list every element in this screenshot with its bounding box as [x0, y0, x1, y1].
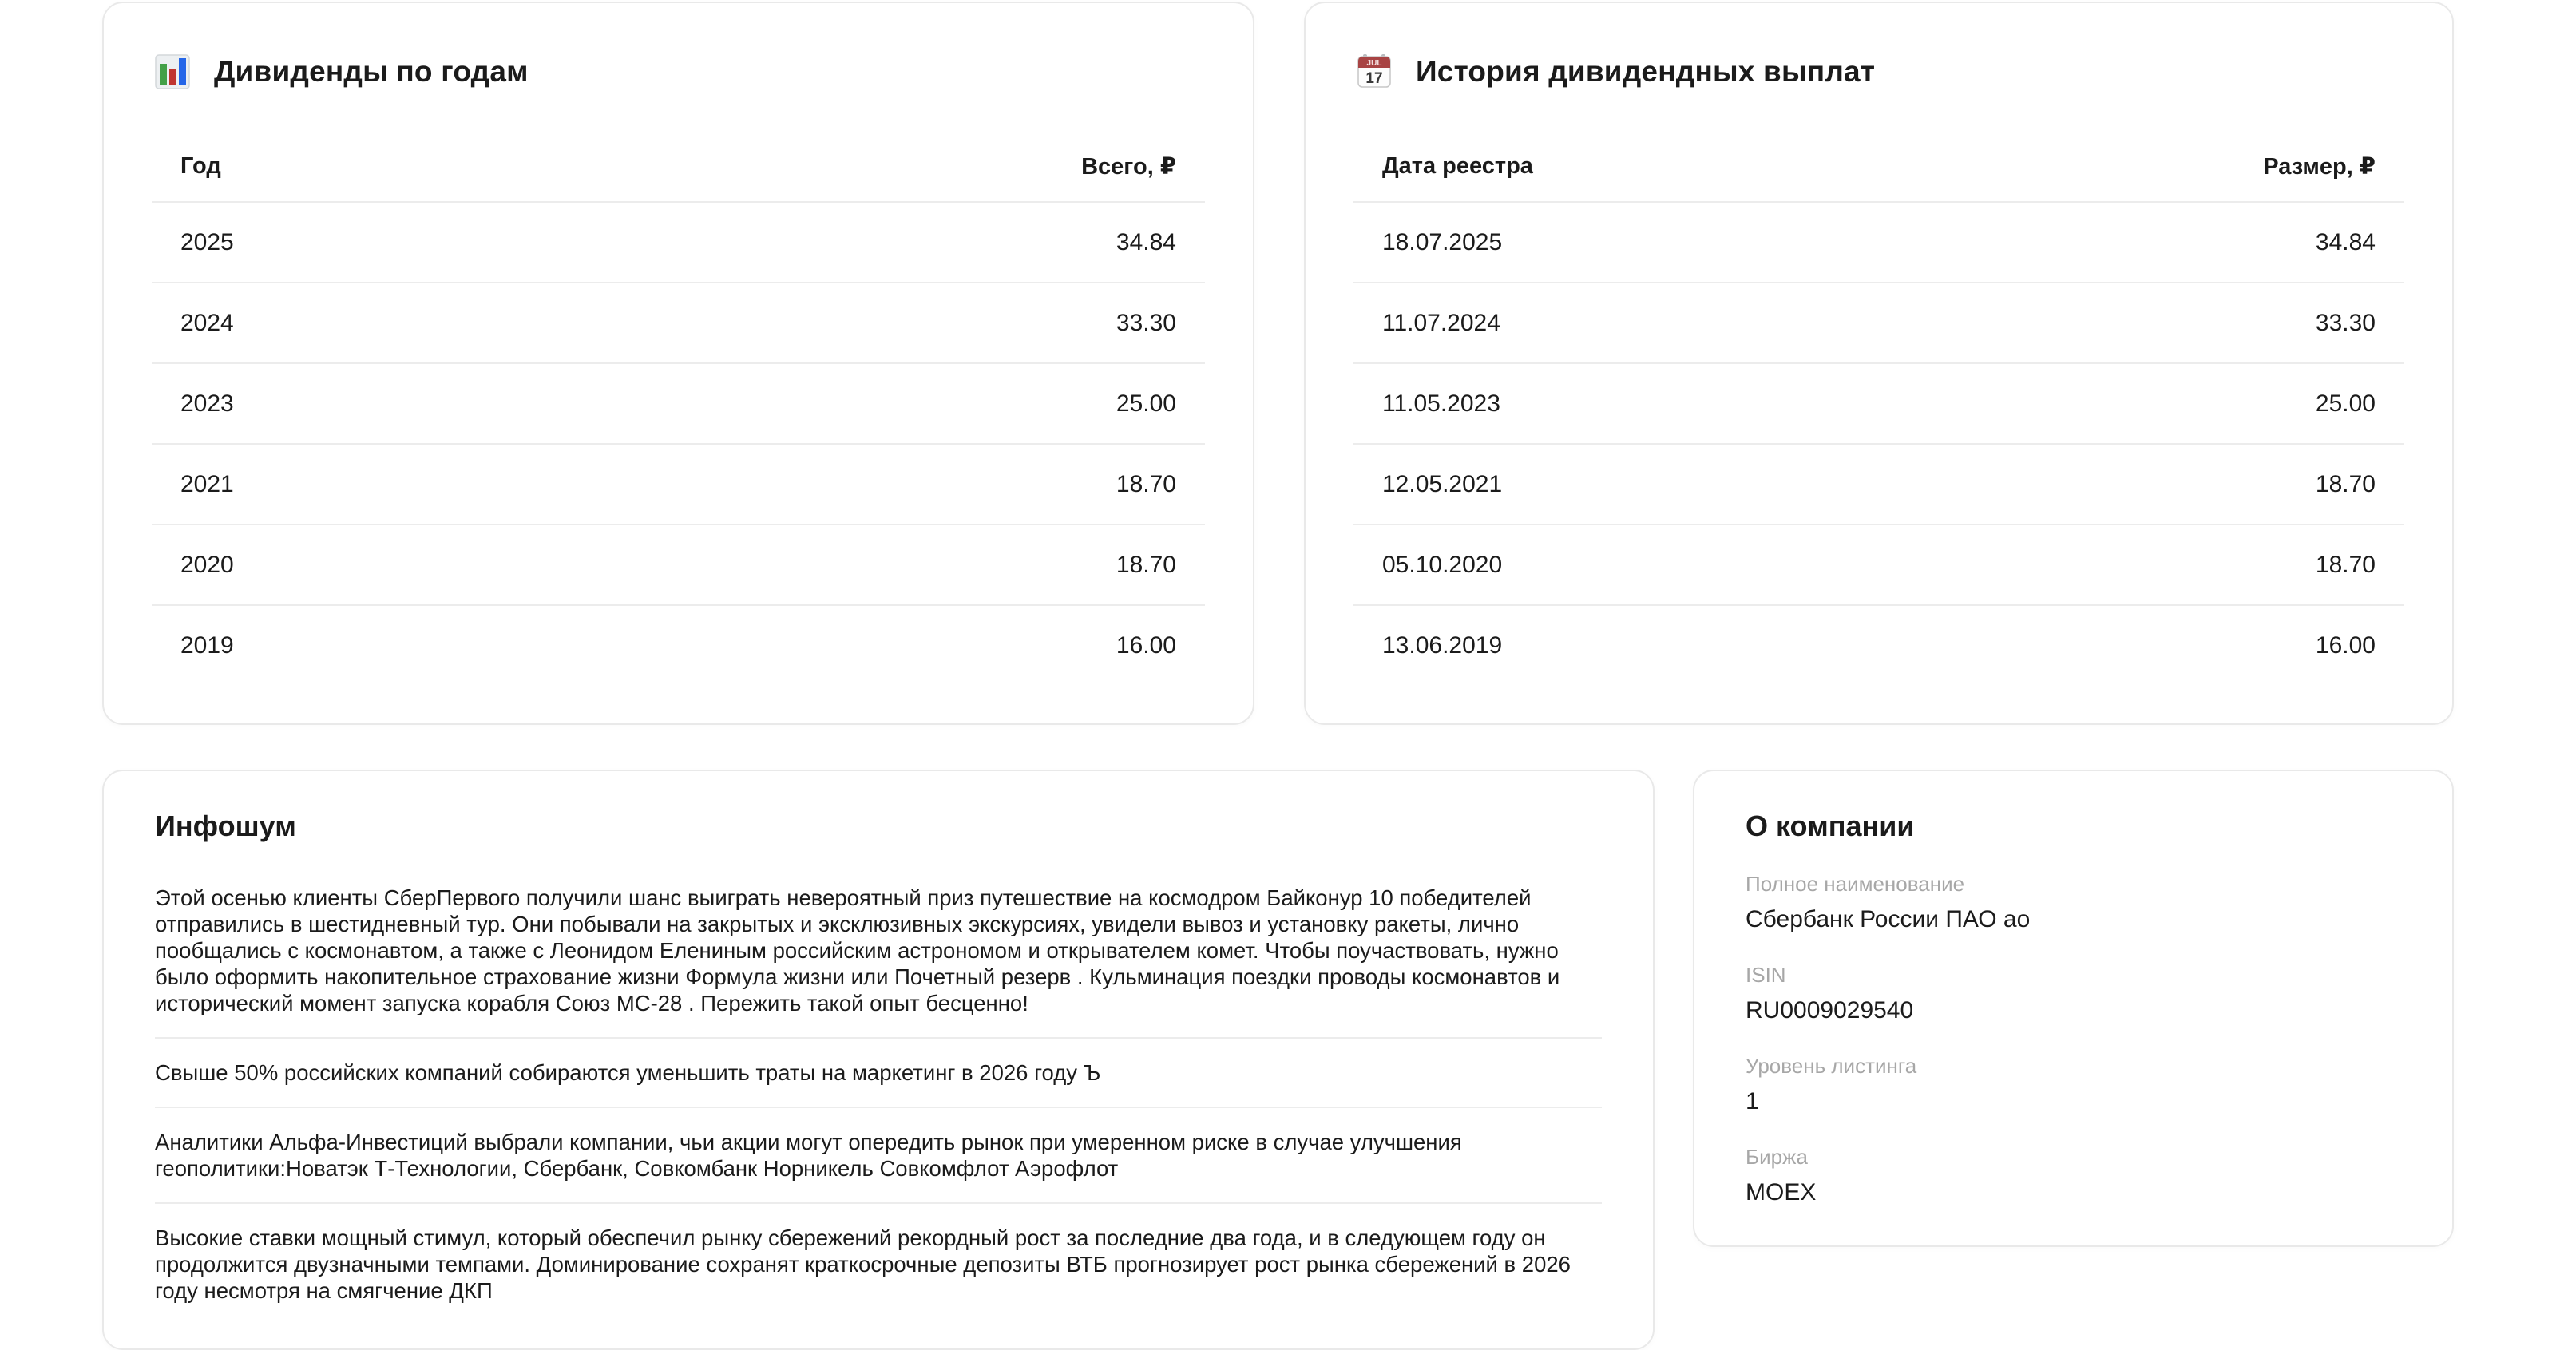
table-row	[1353, 524, 2404, 604]
table-row-value: 16.00	[2315, 631, 2376, 659]
about-value: MOEX	[1746, 1179, 1817, 1205]
header-col-size: Размер, ₽	[2263, 153, 2376, 180]
dividends-by-year-table-body	[152, 201, 1205, 685]
card-dividend-history	[1304, 2, 2454, 725]
card-infonoise	[102, 770, 1655, 1350]
table-row-value: 33.30	[1116, 309, 1176, 336]
table-row-value: 25.00	[2315, 390, 2376, 417]
table-row-value: 16.00	[1116, 631, 1176, 659]
header-col-year: Год	[180, 152, 221, 179]
table-row-key: 13.06.2019	[1382, 631, 1503, 659]
about-label: Уровень листинга	[1746, 1054, 1917, 1078]
top-row	[102, 2, 2454, 725]
table-row	[1353, 362, 2404, 443]
infonoise-title: Инфошум	[155, 810, 296, 842]
about-label: ISIN	[1746, 963, 1786, 987]
about-title: О компании	[1746, 810, 1915, 842]
table-row-value: 34.84	[2315, 228, 2376, 255]
bar-chart-icon	[153, 53, 192, 91]
dividend-history-table	[1353, 131, 2404, 685]
header-col-date: Дата реестра	[1382, 152, 1533, 179]
table-row-value: 18.70	[2315, 470, 2376, 497]
table-row-value: 18.70	[2315, 551, 2376, 578]
table-row-key: 12.05.2021	[1382, 470, 1503, 497]
about-label: Полное наименование	[1746, 872, 1965, 896]
table-row-key: 11.05.2023	[1382, 390, 1500, 417]
about-value: RU0009029540	[1746, 997, 1914, 1023]
table-row-key: 05.10.2020	[1382, 551, 1503, 578]
about-fields	[1746, 872, 2401, 1207]
table-row-key: 18.07.2025	[1382, 228, 1503, 255]
dividends-by-year-title-row	[152, 42, 1205, 102]
table-row	[152, 362, 1205, 443]
news-item: Высокие ставки мощный стимул, который обеспечил рынку сбережений рекордный рост за последние два года, и в следующем году он продолжится двузначными темпами. Доминирование сохранят краткосрочные депозиты ВТБ прогнозирует рост рынка сбережений в 2026 году несмотря на смягчение ДКП	[155, 1202, 1602, 1304]
table-row-value: 18.70	[1116, 470, 1176, 497]
about-value: Сбербанк России ПАО ао	[1746, 906, 2031, 932]
about-field	[1746, 872, 2401, 934]
table-row	[1353, 201, 2404, 282]
calendar-icon	[1355, 53, 1393, 91]
card-title: Дивиденды по годам	[214, 55, 529, 88]
table-row	[152, 604, 1205, 685]
table-row-value: 25.00	[1116, 390, 1176, 417]
table-row-key: 2019	[180, 631, 234, 659]
news-item: Этой осенью клиенты СберПервого получили шанс выиграть невероятный приз путешествие на космодром Байконур 10 победителей отправились в шестидневный тур. Они побывали на закрытых и эксклюзивных экскурсиях, увидели вывоз и установку ракеты, лично пообщались с космонавтом, а также с Леонидом Елениным российским астрономом и открывателем комет. Чтобы поучаствовать, нужно было оформить накопительное страхование жизни Формула жизни или Почетный резерв . Кульминация поездки проводы космонавтов и исторический момент запуска корабля Союз МС-28 . Пережить такой опыт бесценно!	[155, 885, 1560, 1015]
table-row-key: 2020	[180, 551, 234, 578]
table-row-value: 33.30	[2315, 309, 2376, 336]
about-label: Биржа	[1746, 1145, 1808, 1169]
table-row-value: 18.70	[1116, 551, 1176, 578]
about-field	[1746, 963, 2401, 1025]
calendar-month-text: JUL	[1366, 59, 1382, 68]
table-row	[1353, 604, 2404, 685]
table-row	[152, 524, 1205, 604]
card-title: История дивидендных выплат	[1416, 55, 1876, 88]
dividends-by-year-table	[152, 131, 1205, 685]
news-item: Аналитики Альфа-Инвестиций выбрали компании, чьи акции могут опередить рынок при умеренном риске в случае улучшения геополитики:Новатэк Т-Технологии, Сбербанк, Совкомбанк Норникель Совкомфлот Аэрофлот	[155, 1107, 1602, 1182]
header-col-total: Всего, ₽	[1081, 153, 1176, 180]
table-row	[152, 201, 1205, 282]
bottom-row	[102, 770, 2454, 1350]
table-row-key: 2021	[180, 470, 234, 497]
table-header	[1353, 131, 2404, 201]
table-header	[152, 131, 1205, 201]
about-field	[1746, 1145, 2401, 1207]
table-row	[1353, 282, 2404, 362]
table-row	[152, 443, 1205, 524]
table-row	[152, 282, 1205, 362]
page	[0, 2, 2576, 1303]
card-about	[1693, 770, 2454, 1247]
table-row-key: 11.07.2024	[1382, 309, 1500, 336]
card-dividends-by-year	[102, 2, 1254, 725]
news-list	[155, 885, 1602, 1304]
table-row-key: 2024	[180, 309, 234, 336]
about-field	[1746, 1054, 2401, 1116]
table-row-value: 34.84	[1116, 228, 1176, 255]
dividend-history-table-body	[1353, 201, 2404, 685]
about-value: 1	[1746, 1088, 1759, 1114]
table-row-key: 2023	[180, 390, 234, 417]
table-row	[1353, 443, 2404, 524]
news-item: Свыше 50% российских компаний собираются уменьшить траты на маркетинг в 2026 году Ъ	[155, 1037, 1602, 1086]
dividend-history-title-row	[1353, 42, 2404, 102]
calendar-day-text: 17	[1365, 70, 1383, 87]
table-row-key: 2025	[180, 228, 234, 255]
